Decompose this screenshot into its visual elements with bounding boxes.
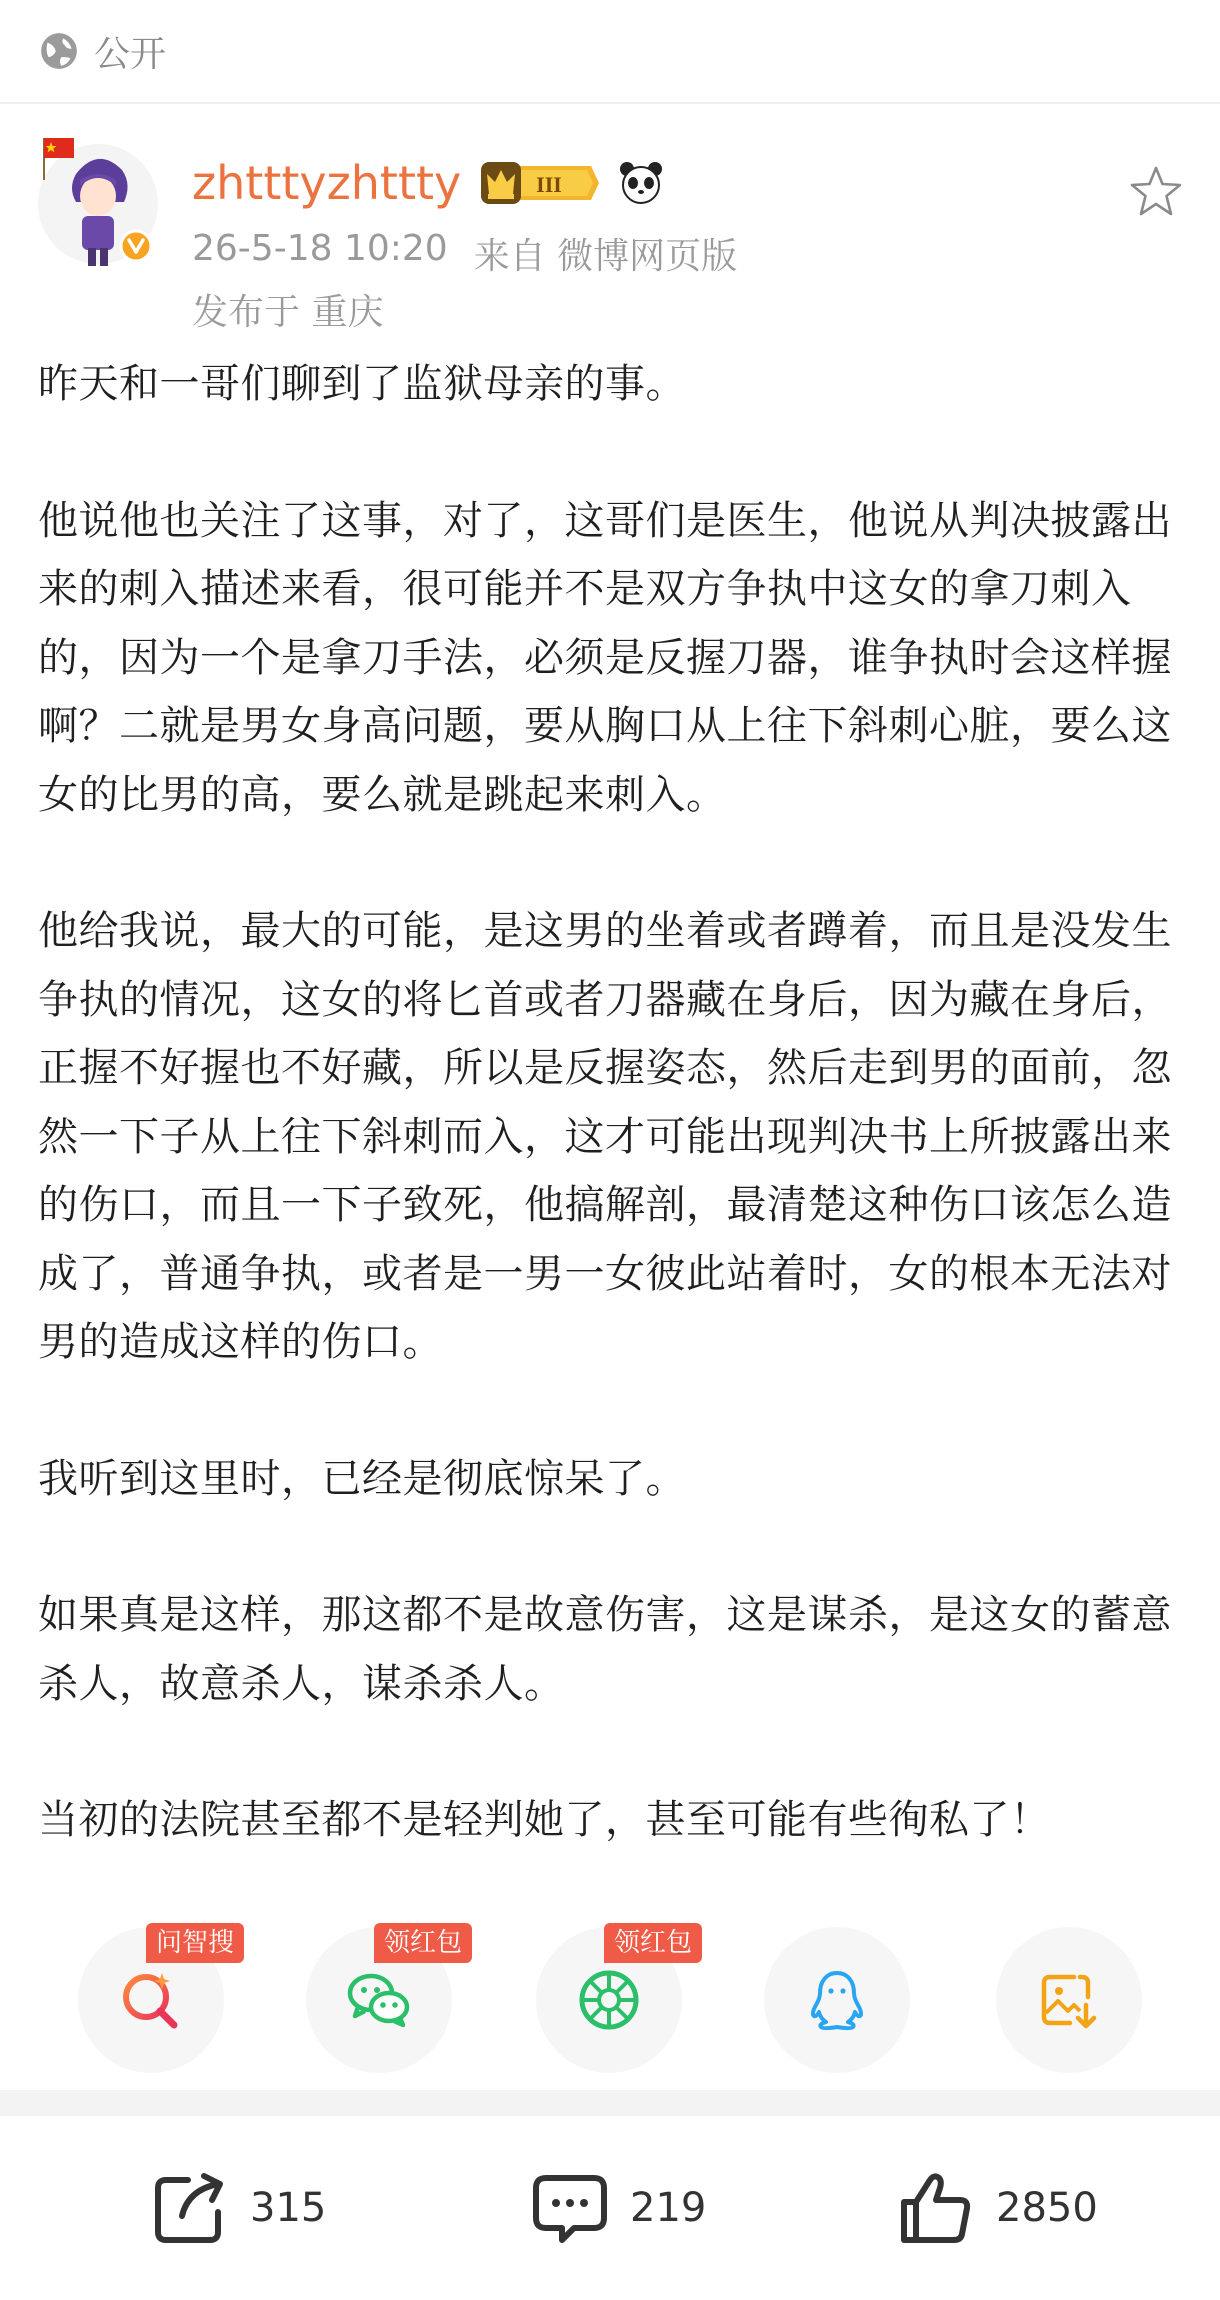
post-paragraph: 当初的法院甚至都不是轻判她了，甚至可能有些徇私了！	[38, 1797, 1051, 1843]
wechat-icon	[344, 1965, 414, 2035]
globe-icon	[38, 30, 80, 72]
visibility-bar[interactable]	[0, 0, 1220, 104]
avatar[interactable]	[36, 134, 162, 274]
post-paragraph: 他说他也关注了这事，对了，这哥们是医生，他说从判决披露出来的刺入描述来看，很可能并不是双方争执中这女的拿刀刺入的，因为一个是拿刀手法，必须是反握刀器，谁争执时会这样握啊？二就是男女身高问题，要从胸口从上往下斜刺心脏，要么这女的比男的高，要么就是跳起来刺入。	[38, 497, 1172, 818]
panda-icon	[617, 159, 665, 207]
action-bar	[0, 2116, 1220, 2300]
repost-count: 315	[250, 2185, 327, 2231]
comment-icon	[528, 2166, 612, 2250]
save-image-icon	[1034, 1965, 1104, 2035]
share-save-image-button[interactable]	[996, 1927, 1142, 2073]
thumbs-up-icon	[894, 2166, 978, 2250]
qq-icon	[802, 1965, 872, 2035]
post-location: 发布于 重庆	[192, 292, 384, 333]
visibility-label: 公开	[94, 33, 167, 75]
post-paragraph: 我听到这里时，已经是彻底惊呆了。	[38, 1455, 686, 1502]
vip-level: III	[536, 172, 563, 197]
post-meta	[192, 228, 737, 279]
like-count: 2850	[996, 2185, 1098, 2231]
ai-search-icon	[116, 1965, 186, 2035]
share-wechat-button[interactable]	[306, 1927, 463, 2073]
share-badge: 领红包	[604, 1923, 702, 1963]
repost-button[interactable]	[148, 2116, 326, 2300]
post-paragraph: 如果真是这样，那这都不是故意伤害，这是谋杀，是这女的蓄意杀人，故意杀人，谋杀杀人。	[38, 1592, 1172, 1707]
share-badge: 问智搜	[146, 1923, 244, 1963]
comment-button[interactable]	[528, 2116, 706, 2300]
post-body	[38, 350, 1188, 1855]
moments-icon	[574, 1965, 644, 2035]
share-badge: 领红包	[374, 1923, 472, 1963]
post-source: 来自 微博网页版	[473, 236, 738, 277]
share-qq-button[interactable]	[764, 1927, 910, 2073]
vip-crown-badge-icon[interactable]	[479, 158, 599, 208]
like-button[interactable]	[894, 2116, 1098, 2300]
post-header	[0, 104, 1220, 340]
post-paragraph: 昨天和一哥们聊到了监狱母亲的事。	[38, 361, 686, 407]
share-row	[0, 1905, 1220, 2065]
post-time: 26-5-18 10:20	[192, 228, 448, 269]
share-ai-search-button[interactable]	[78, 1927, 235, 2073]
post-paragraph: 他给我说，最大的可能，是这男的坐着或者蹲着，而且是没发生争执的情况，这女的将匕首或者刀器藏在身后，因为藏在身后，正握不好握也不好藏，所以是反握姿态，然后走到男的面前，忽然一下子从上往下斜刺而入，这才可能出现判决书上所披露出来的伤口，而且一下子致死，他搞解剖，最清楚这种伤口该怎么造成了，普通争执，或者是一男一女彼此站着时，女的根本无法对男的造成这样的伤口。	[38, 908, 1172, 1365]
share-moments-button[interactable]	[536, 1927, 693, 2073]
username[interactable]: zhtttyzhttty	[192, 156, 462, 210]
favorite-star-icon[interactable]	[1128, 164, 1184, 220]
username-row	[192, 156, 665, 210]
repost-icon	[148, 2166, 232, 2250]
section-divider	[0, 2090, 1220, 2116]
comment-count: 219	[630, 2185, 707, 2231]
